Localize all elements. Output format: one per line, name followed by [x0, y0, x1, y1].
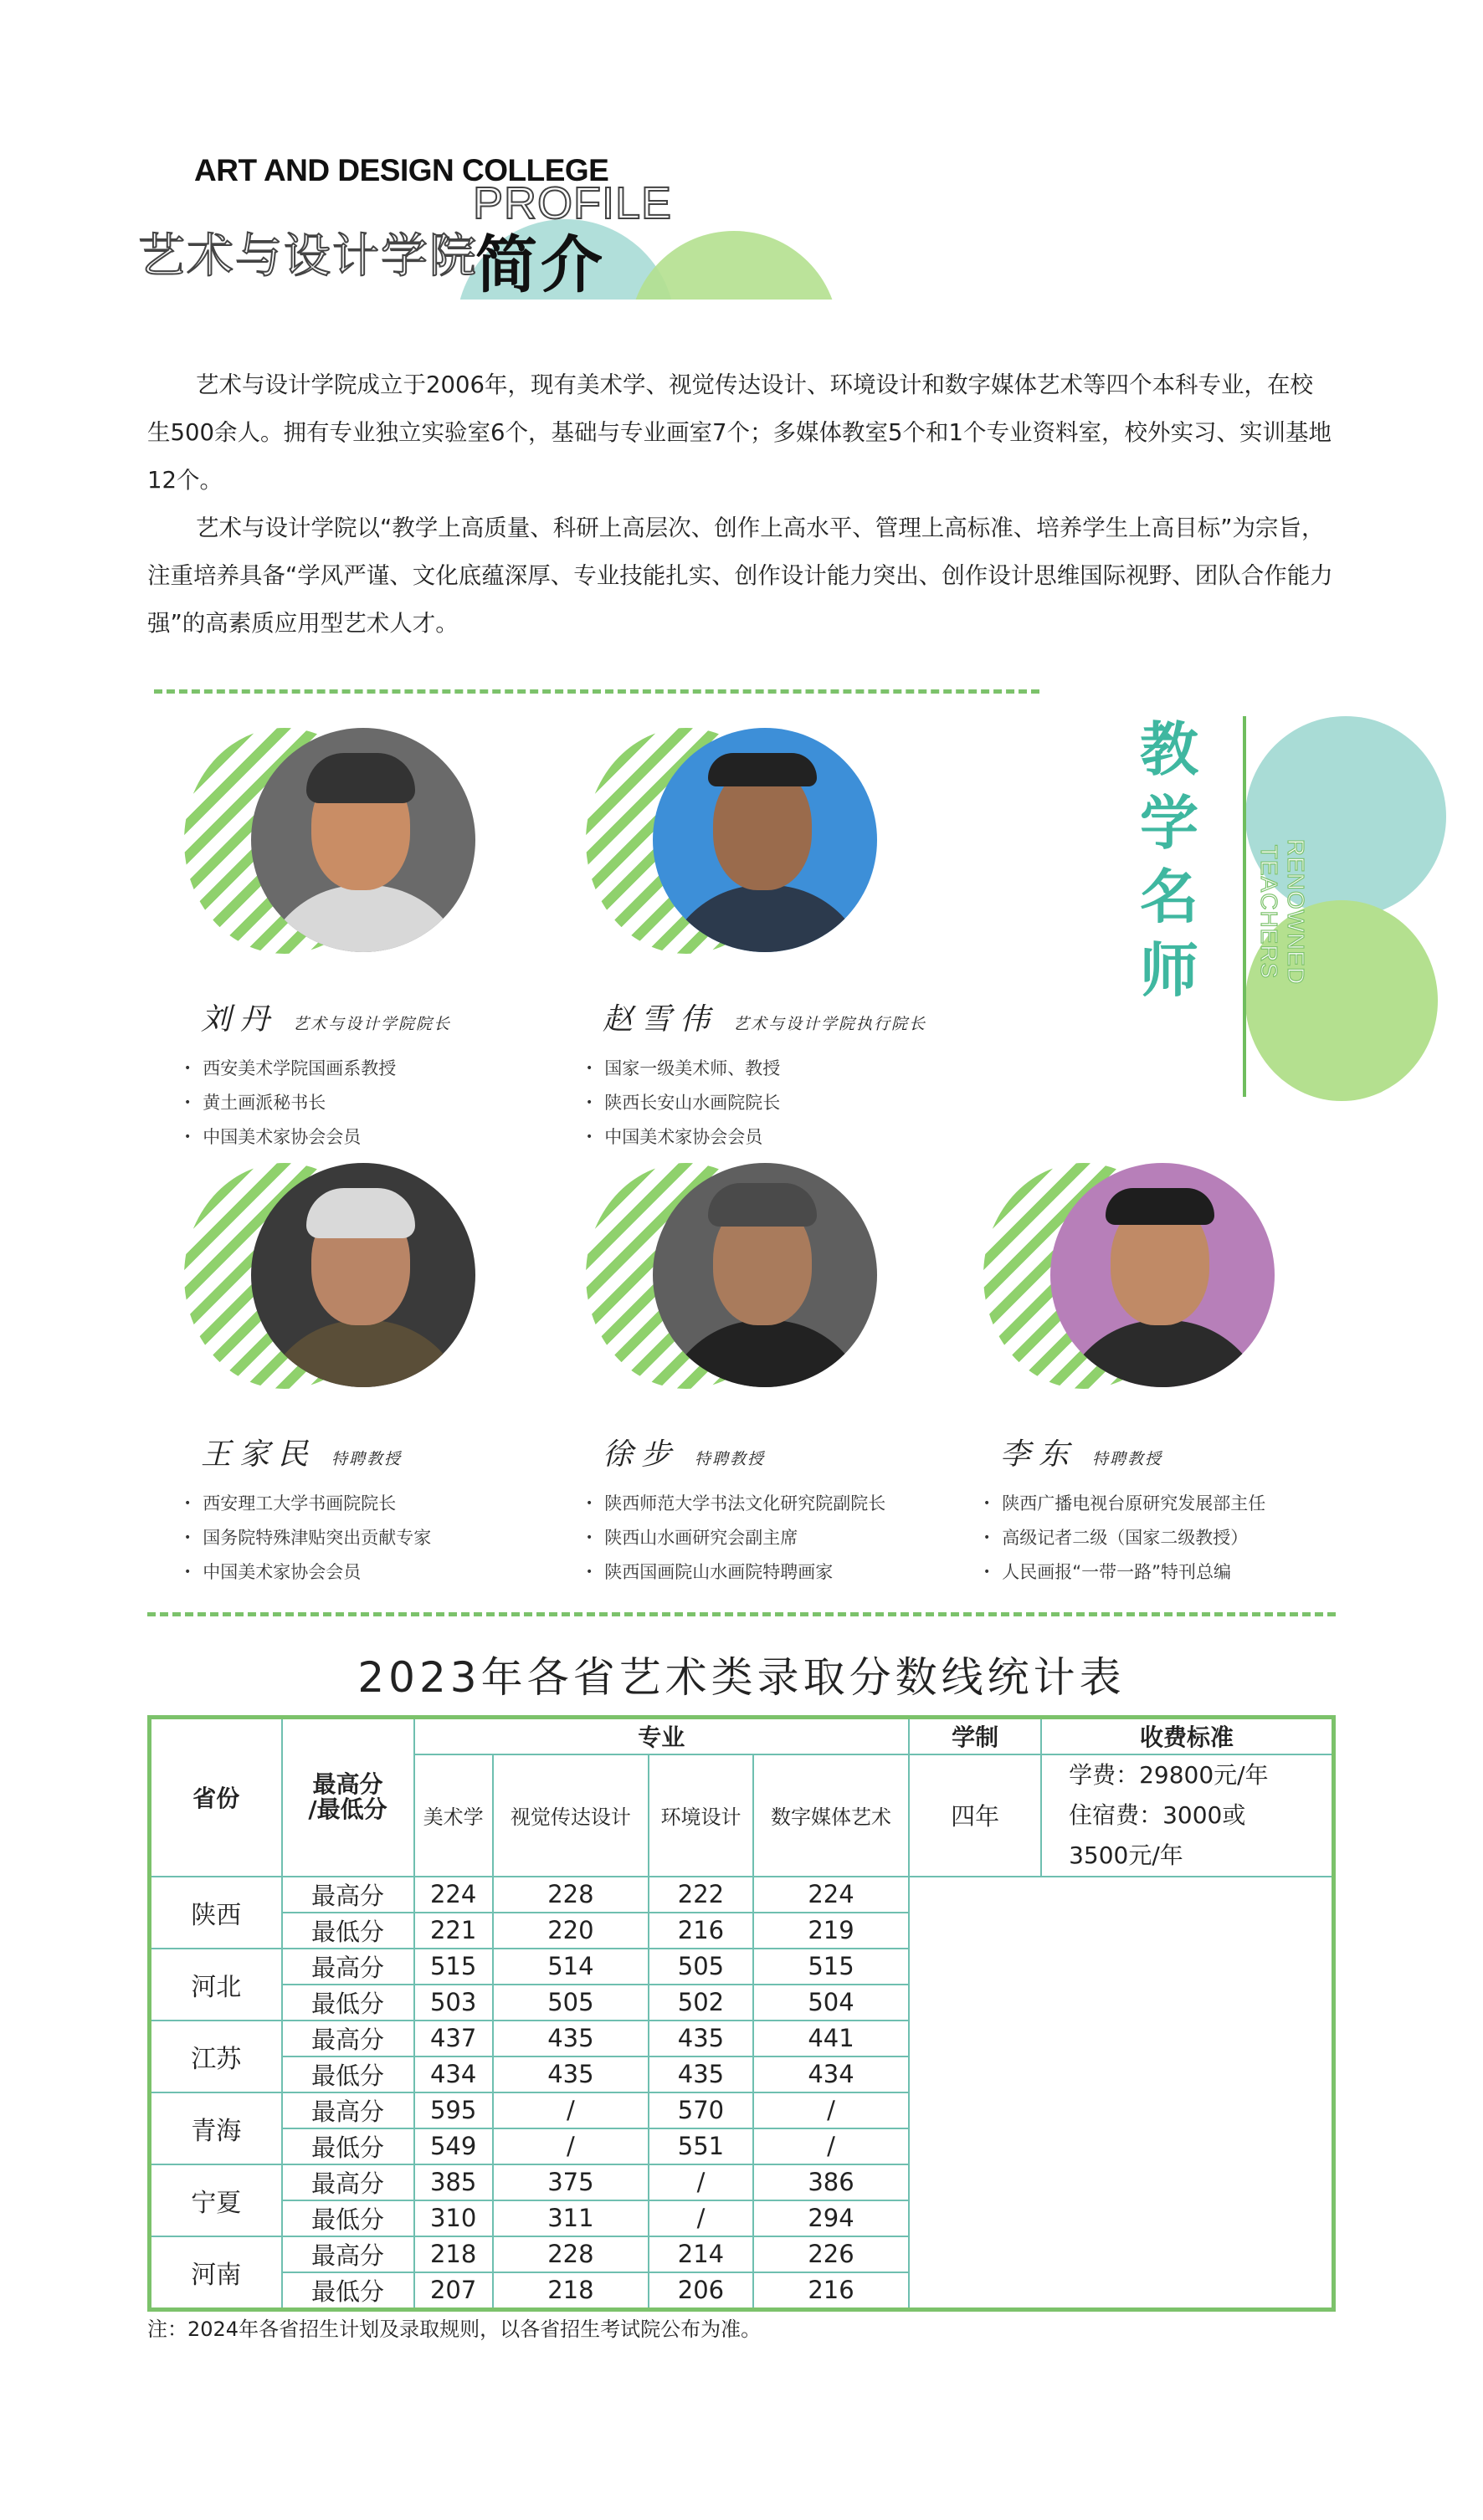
- teacher-name: 刘丹: [201, 1002, 279, 1037]
- score-cell: 216: [753, 2272, 909, 2310]
- credential-item: • 高级记者二级（国家二级教授）: [983, 1522, 1265, 1556]
- table-row: [150, 1877, 1334, 1913]
- score-cell: 218: [414, 2236, 493, 2272]
- score-cell: 441: [753, 2021, 909, 2056]
- score-cell: 502: [649, 1985, 753, 2021]
- credential-item: • 西安美术学院国画系教授: [184, 1053, 396, 1087]
- score-type-cell: 最高分: [282, 1949, 414, 1985]
- teacher-title: 艺术与设计学院院长: [293, 1015, 452, 1033]
- score-cell: 228: [493, 1877, 649, 1913]
- teacher-photo: [653, 728, 877, 952]
- table-row: [150, 2164, 1334, 2200]
- teacher-card: [184, 728, 586, 1147]
- table-row: [150, 2056, 1334, 2092]
- teacher-card: [983, 1163, 1385, 1582]
- credential-item: • 中国美术家协会会员: [184, 1121, 396, 1155]
- score-cell: 385: [414, 2164, 493, 2200]
- score-cell: 310: [414, 2200, 493, 2236]
- score-cell: 386: [753, 2164, 909, 2200]
- teacher-name: 赵雪伟: [603, 1002, 719, 1037]
- score-cell: /: [649, 2164, 753, 2200]
- teacher-name: 徐步: [603, 1437, 680, 1472]
- score-type-cell: 最低分: [282, 2056, 414, 2092]
- score-cell: 504: [753, 1985, 909, 2021]
- score-type-cell: 最高分: [282, 2021, 414, 2056]
- province-cell: 江苏: [150, 2021, 282, 2092]
- table-row: [150, 2236, 1334, 2272]
- header-fee: 收费标准: [1041, 1718, 1333, 1754]
- credential-item: • 中国美术家协会会员: [184, 1556, 431, 1590]
- score-type-cell: 最高分: [282, 2164, 414, 2200]
- credential-item: • 陕西国画院山水画院特聘画家: [586, 1556, 885, 1590]
- score-cell: /: [753, 2128, 909, 2164]
- score-cell: 435: [649, 2021, 753, 2056]
- teacher-title: 特聘教授: [331, 1450, 403, 1468]
- score-cell: 228: [493, 2236, 649, 2272]
- score-cell: 505: [649, 1949, 753, 1985]
- major-header: 美术学: [414, 1754, 493, 1877]
- province-cell: 陕西: [150, 1877, 282, 1949]
- province-cell: 青海: [150, 2092, 282, 2164]
- score-type-cell: 最低分: [282, 2272, 414, 2310]
- section-divider: [147, 1612, 1336, 1616]
- college-english-name: ART AND DESIGN COLLEGE: [194, 153, 609, 187]
- table-row: [150, 1949, 1334, 1985]
- province-cell: 河南: [150, 2236, 282, 2310]
- score-cell: 551: [649, 2128, 753, 2164]
- teacher-card: [586, 1163, 988, 1582]
- teacher-credentials: [184, 1053, 396, 1155]
- teacher-title: 艺术与设计学院执行院长: [733, 1015, 927, 1033]
- credential-item: • 西安理工大学书画院院长: [184, 1488, 431, 1522]
- score-cell: 222: [649, 1877, 753, 1913]
- province-cell: 宁夏: [150, 2164, 282, 2236]
- score-cell: 503: [414, 1985, 493, 2021]
- teacher-credentials: [983, 1488, 1265, 1590]
- teachers-english-label: RENOWNED TEACHERS: [1256, 838, 1309, 986]
- score-cell: 224: [753, 1877, 909, 1913]
- score-cell: 216: [649, 1913, 753, 1949]
- score-cell: 434: [414, 2056, 493, 2092]
- score-type-cell: 最低分: [282, 2200, 414, 2236]
- score-cell: 207: [414, 2272, 493, 2310]
- teacher-credentials: [586, 1053, 780, 1155]
- table-row: [150, 2092, 1334, 2128]
- score-cell: 218: [493, 2272, 649, 2310]
- fee-cell: 学费：29800元/年 住宿费：3000或 3500元/年: [1041, 1754, 1333, 1877]
- score-cell: 224: [414, 1877, 493, 1913]
- teachers-chinese-label: 教 学 名 师: [1140, 715, 1198, 1005]
- header-score-type: 最高分 /最低分: [282, 1718, 414, 1877]
- teacher-title: 特聘教授: [1092, 1450, 1163, 1468]
- score-cell: 435: [649, 2056, 753, 2092]
- score-cell: /: [493, 2128, 649, 2164]
- teacher-card: [184, 1163, 586, 1582]
- score-cell: 294: [753, 2200, 909, 2236]
- score-cell: 311: [493, 2200, 649, 2236]
- credential-item: • 陕西师范大学书法文化研究院副院长: [586, 1488, 885, 1522]
- credential-item: • 黄土画派秘书长: [184, 1087, 396, 1121]
- intro-paragraph-2: 艺术与设计学院以“教学上高质量、科研上高层次、创作上高水平、管理上高标准、培养学生上高目标”为宗旨，注重培养具备“学风严谨、文化底蕴深厚、专业技能扎实、创作设计能力突出、创作设计思维国际视野、团队合作能力强”的高素质应用型艺术人才。: [147, 515, 1333, 637]
- score-cell: 570: [649, 2092, 753, 2128]
- score-cell: 434: [753, 2056, 909, 2092]
- credential-item: • 国务院特殊津贴突出贡献专家: [184, 1522, 431, 1556]
- credential-item: • 陕西广播电视台原研究发展部主任: [983, 1488, 1265, 1522]
- score-type-cell: 最低分: [282, 1985, 414, 2021]
- teacher-card: [586, 728, 988, 1147]
- table-row: [150, 2200, 1334, 2236]
- credential-item: • 陕西长安山水画院院长: [586, 1087, 780, 1121]
- credential-item: • 人民画报“一带一路”特刊总编: [983, 1556, 1265, 1590]
- college-intro: [147, 361, 1336, 648]
- college-chinese-name: 艺术与设计学院: [138, 229, 478, 284]
- score-cell: 220: [493, 1913, 649, 1949]
- profile-chinese-label: 简介: [475, 229, 606, 301]
- score-cell: 435: [493, 2056, 649, 2092]
- score-type-cell: 最低分: [282, 2128, 414, 2164]
- side-divider-line: [1243, 716, 1246, 1097]
- score-cell: 435: [493, 2021, 649, 2056]
- score-cell: 375: [493, 2164, 649, 2200]
- score-cell: 226: [753, 2236, 909, 2272]
- header-province: 省份: [150, 1718, 282, 1877]
- teacher-title: 特聘教授: [695, 1450, 766, 1468]
- credential-item: • 国家一级美术师、教授: [586, 1053, 780, 1087]
- score-cell: /: [493, 2092, 649, 2128]
- table-title: 2023年各省艺术类录取分数线统计表: [357, 1653, 1126, 1702]
- score-cell: 214: [649, 2236, 753, 2272]
- score-cell: 206: [649, 2272, 753, 2310]
- score-type-cell: 最高分: [282, 2092, 414, 2128]
- major-header: 视觉传达设计: [493, 1754, 649, 1877]
- score-cell: 505: [493, 1985, 649, 2021]
- years-cell: 四年: [909, 1754, 1041, 1877]
- teacher-photo: [251, 1163, 475, 1387]
- header-years: 学制: [909, 1718, 1041, 1754]
- score-type-cell: 最高分: [282, 2236, 414, 2272]
- score-cell: /: [649, 2200, 753, 2236]
- footnote: 注：2024年各省招生计划及录取规则，以各省招生考试院公布为准。: [147, 2318, 762, 2341]
- table-row: [150, 2272, 1334, 2310]
- score-cell: 437: [414, 2021, 493, 2056]
- major-header: 数字媒体艺术: [753, 1754, 909, 1877]
- score-cell: 549: [414, 2128, 493, 2164]
- teacher-name: 王家民: [201, 1437, 317, 1472]
- score-table: [147, 1715, 1336, 2312]
- section-divider: [154, 689, 1039, 694]
- teacher-photo: [251, 728, 475, 952]
- table-row: [150, 1913, 1334, 1949]
- major-header: 环境设计: [649, 1754, 753, 1877]
- teacher-credentials: [586, 1488, 885, 1590]
- profile-english-label: PROFILE: [473, 178, 673, 228]
- score-cell: 221: [414, 1913, 493, 1949]
- teacher-credentials: [184, 1488, 431, 1590]
- score-cell: 595: [414, 2092, 493, 2128]
- province-cell: 河北: [150, 1949, 282, 2021]
- score-cell: 514: [493, 1949, 649, 1985]
- score-cell: 515: [414, 1949, 493, 1985]
- credential-item: • 中国美术家协会会员: [586, 1121, 780, 1155]
- score-type-cell: 最高分: [282, 1877, 414, 1913]
- teacher-name: 李东: [1000, 1437, 1078, 1472]
- score-cell: /: [753, 2092, 909, 2128]
- credential-item: • 陕西山水画研究会副主席: [586, 1522, 885, 1556]
- table-row: [150, 2021, 1334, 2056]
- teacher-photo: [1050, 1163, 1275, 1387]
- score-cell: 515: [753, 1949, 909, 1985]
- table-row: [150, 2128, 1334, 2164]
- score-cell: 219: [753, 1913, 909, 1949]
- score-type-cell: 最低分: [282, 1913, 414, 1949]
- teacher-photo: [653, 1163, 877, 1387]
- table-row: [150, 1985, 1334, 2021]
- intro-paragraph-1: 艺术与设计学院成立于2006年，现有美术学、视觉传达设计、环境设计和数字媒体艺术等四个本科专业，在校生500余人。拥有专业独立实验室6个，基础与专业画室7个；多媒体教室5个和1个专业资料室，校外实习、实训基地12个。: [147, 371, 1332, 494]
- header-major: 专业: [414, 1718, 910, 1754]
